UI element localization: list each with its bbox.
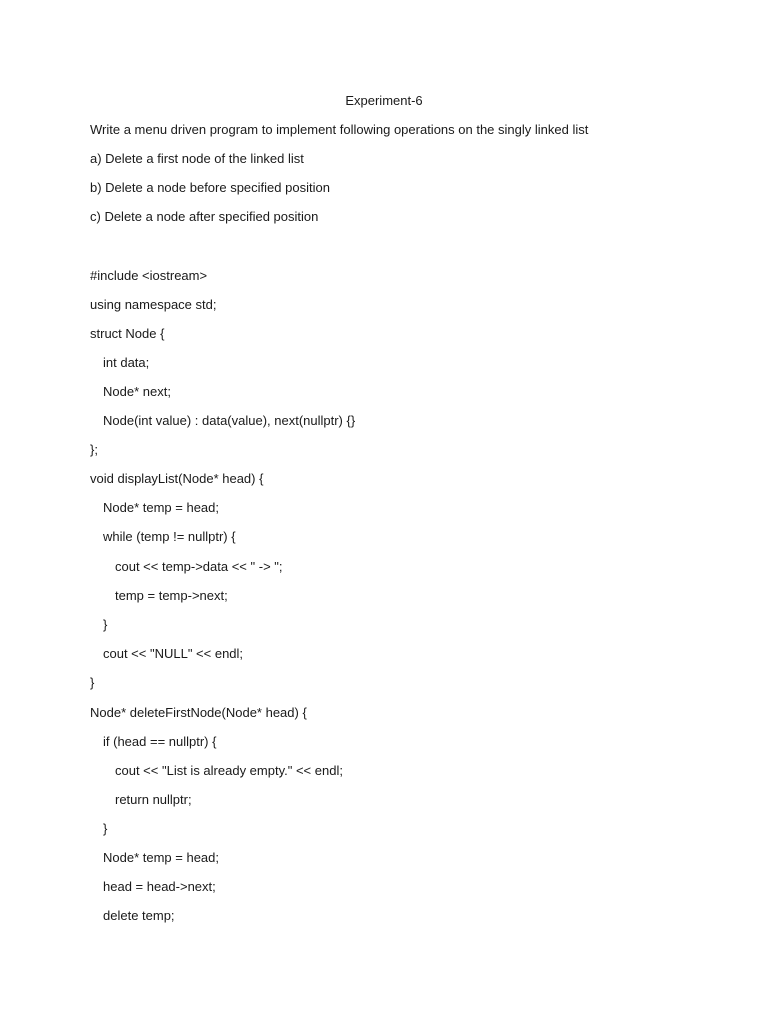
code-line: cout << temp->data << " -> "; — [115, 559, 283, 574]
code-line: } — [103, 821, 108, 836]
code-line: }; — [90, 442, 98, 457]
code-line: return nullptr; — [115, 792, 192, 807]
code-line: if (head == nullptr) { — [103, 734, 217, 749]
code-line: } — [103, 617, 108, 632]
operation-a: a) Delete a first node of the linked list — [90, 151, 304, 166]
code-line: struct Node { — [90, 326, 165, 341]
code-line: void displayList(Node* head) { — [90, 471, 264, 486]
code-line: int data; — [103, 355, 150, 370]
code-line: Node(int value) : data(value), next(nullptr) {} — [103, 413, 356, 428]
code-line: Node* next; — [103, 384, 171, 399]
operation-b: b) Delete a node before specified position — [90, 180, 330, 195]
code-line: #include <iostream> — [90, 268, 208, 283]
code-line: Node* temp = head; — [103, 850, 219, 865]
code-line: while (temp != nullptr) { — [103, 529, 236, 544]
code-line: Node* deleteFirstNode(Node* head) { — [90, 705, 307, 720]
code-line: head = head->next; — [103, 879, 216, 894]
code-line: } — [90, 675, 95, 690]
code-line: cout << "List is already empty." << endl; — [115, 763, 343, 778]
code-line: delete temp; — [103, 908, 175, 923]
code-line: Node* temp = head; — [103, 500, 219, 515]
document-title: Experiment-6 — [345, 93, 423, 108]
operation-c: c) Delete a node after specified position — [90, 209, 319, 224]
code-line: cout << "NULL" << endl; — [103, 646, 244, 661]
code-line: using namespace std; — [90, 297, 217, 312]
problem-statement: Write a menu driven program to implement following operations on the singly linked list — [90, 122, 589, 137]
code-line: temp = temp->next; — [115, 588, 228, 603]
